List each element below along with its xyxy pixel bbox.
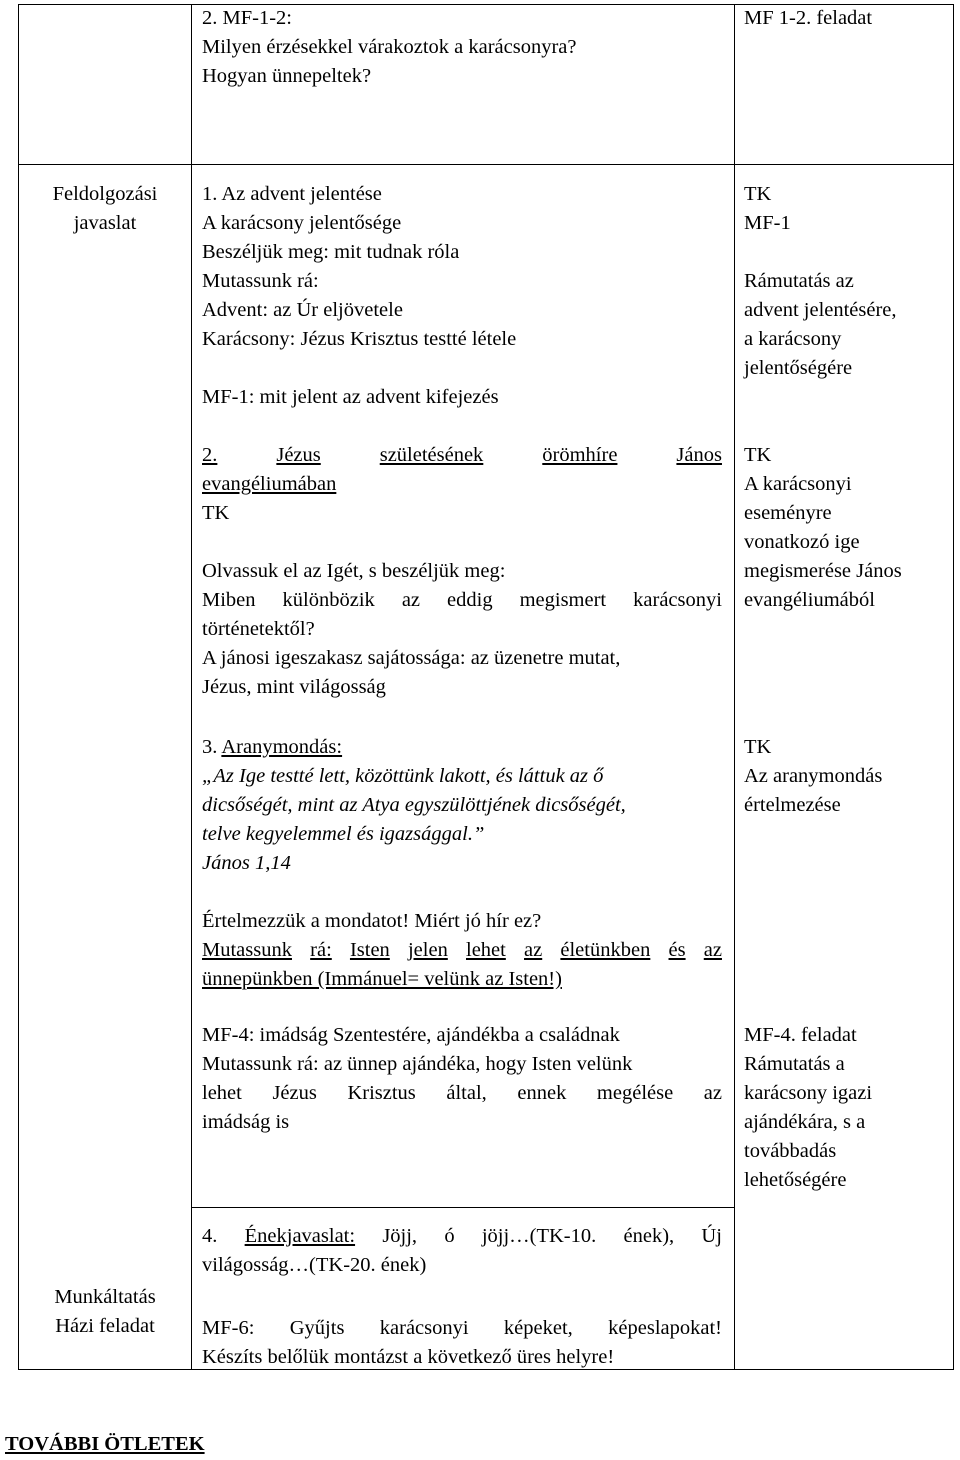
golden-verse-quote: „Az Ige testté lett, közöttünk lakott, és láttuk az ő [202, 765, 604, 787]
table-column-divider-2 [734, 4, 735, 1369]
section-golden-verse: 3. Aranymondás: „Az Ige testté lett, közöttünk lakott, és láttuk az ő dicsőségét, mint az Atya egyszülöttjének dicsőségét, telve kegyelemmel és igazsággal.” János 1,14 Értelmezzük a mondatot! Miért jó hír ez? Mutassunk rá: Isten jelen lehet az életünkben és az ünnepünkben (Immánuel= velünk az Isten!) [202, 733, 722, 994]
table-column-divider-1 [191, 4, 192, 1369]
section-advent-heading: 1. Az advent jelentése [202, 183, 382, 205]
table-row-divider-2 [191, 1207, 735, 1208]
section-john-heading: 2. Jézus születésének örömhíre János [202, 444, 722, 466]
top-row-task-ref: MF 1-2. feladat [744, 7, 873, 29]
section-advent-question: MF-1: mit jelent az advent kifejezés [202, 386, 499, 408]
section-advent-notes: TK MF-1 Rámutatás az advent jelentésére, a karácsony jelentőségére [744, 183, 897, 379]
section-john-gospel: 2. Jézus születésének örömhíre János evangéliumában TK Olvassuk el az Igét, s beszéljük meg: Miben különbözik az eddig megismert karácsonyi történetektől? A jánosi igeszakasz sajátossága: az üzenetre mutat, Jézus, mint világosság [202, 441, 722, 702]
section-prayer: MF-4: imádság Szentestére, ajándékba a családnak Mutassunk rá: az ünnep ajándéka, hogy Isten velünk lehet Jézus Krisztus által, ennek megélése az imádság is [202, 1024, 722, 1133]
table-right-border [953, 4, 954, 1369]
homework-row-label: Munkáltatás Házi feladat [54, 1286, 156, 1337]
further-ideas-heading: TOVÁBBI ÖTLETEK [5, 1433, 205, 1455]
golden-verse-reference: János 1,14 [202, 852, 291, 874]
table-row-divider-1 [18, 164, 954, 165]
section-prayer-notes: MF-4. feladat Rámutatás a karácsony igazi ajándékára, s a továbbadás lehetőségére [744, 1024, 873, 1191]
section-golden-verse-heading: 3. Aranymondás: [202, 736, 343, 758]
top-row-text: 2. MF-1-2: Milyen érzésekkel várakoztok a karácsonyra? Hogyan ünnepeltek? [202, 7, 577, 87]
section-golden-verse-notes: TK Az aranymondás értelmezése [744, 736, 883, 816]
section-advent: 1. Az advent jelentése A karácsony jelentősége Beszéljük meg: mit tudnak róla Mutassunk rá: Advent: az Úr eljövetele Karácsony: Jézus Krisztus testté létele MF-1: mit jelent az advent kifejezés [202, 180, 722, 412]
section-song-suggestion: 4. Énekjavaslat: Jöjj, ó jöjj…(TK-10. ének), Új világosság…(TK-20. ének) [202, 1225, 722, 1276]
process-row-label: Feldolgozási javaslat [52, 183, 158, 234]
homework-text: MF-6: Gyűjts karácsonyi képeket, képeslapokat! Készíts belőlük montázst a következő üres helyre! [202, 1317, 722, 1368]
section-john-notes: TK A karácsonyi eseményre vonatkozó ige megismerése János evangéliumából [744, 444, 902, 611]
